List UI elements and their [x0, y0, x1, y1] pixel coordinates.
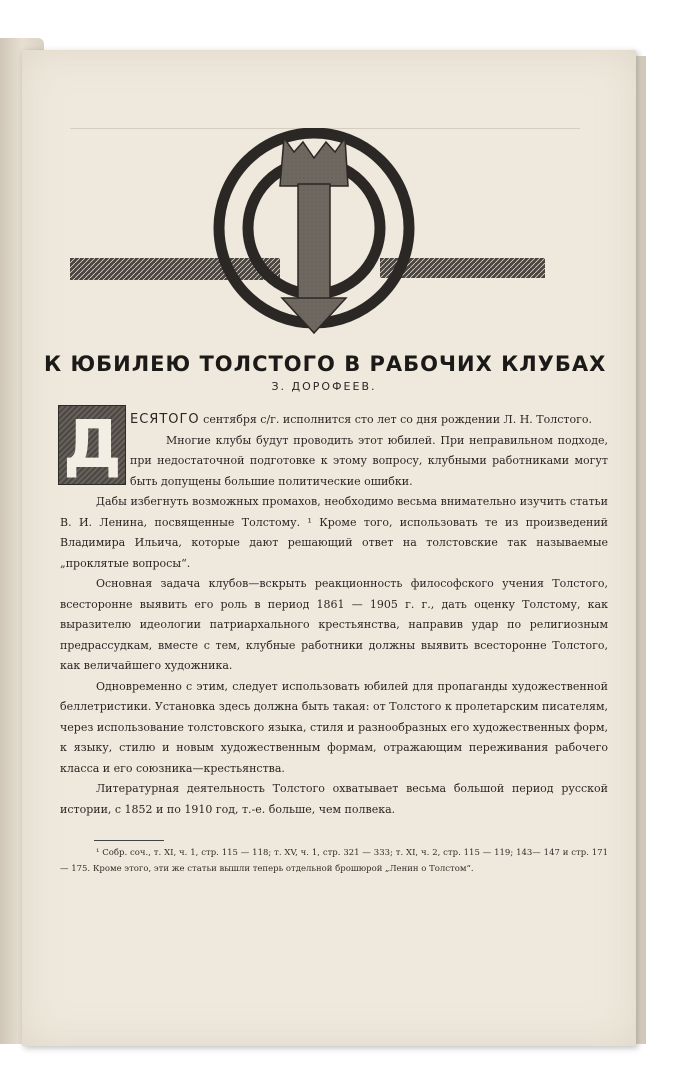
- footnote-text: ¹ Собр. соч., т. XI, ч. 1, стр. 115 — 118; т. XV, ч. 1, стр. 321 — 333; т. XI, ч. 2, стр. 115 — 119; 143— 147 и стр. 171 — 175. Кроме этого, эти же статьи вышли теперь отдельной брошюрой „Ленин о Толстом“.: [60, 848, 608, 874]
- page-edge: [636, 56, 646, 1044]
- paragraph-2: Многие клубы будут проводить этот юбилей. При неправильном подходе, при недостаточной подготовке к этому вопросу, клубными работниками могут быть допущены большие политические ошибки.: [130, 433, 608, 488]
- article-author: З. ДОРОФЕЕВ.: [271, 380, 377, 393]
- article-title: К ЮБИЛЕЮ ТОЛСТОГО В РАБОЧИХ КЛУБАХ: [44, 352, 607, 376]
- footnote-rule: [94, 840, 164, 841]
- article-body: [60, 410, 608, 820]
- drop-cap-letter: Д: [63, 406, 122, 483]
- paragraph-1: [60, 410, 608, 431]
- paragraph-1-text: сентября с/г. исполнится сто лет со дня рождении Л. Н. Толстого.: [199, 413, 592, 426]
- paragraph-3: Дабы избегнуть возможных промахов, необходимо весьма внимательно изучить статьи В. И. Ленина, посвященные Толстому. ¹ Кроме того, использовать те из произведений Владимира Ильича, которые дают решающий ответ на толстовские так называемые „проклятые вопросы“.: [60, 495, 608, 570]
- first-word: ЕСЯТОГО: [130, 412, 200, 427]
- emblem-arrow-rings: [30, 128, 604, 340]
- arrow-shape: [280, 138, 348, 333]
- paragraph-5: Одновременно с этим, следует использовать юбилей для пропаганды художественной беллетристики. Установка здесь должна быть такая: от Толстого к пролетарским писателям, через использование толстовского языка, стиля и разнообразных его художественных форм, к языку, стилю и новым художественным формам, отражающим переживания рабочего класса и его союзника—крестьянства.: [60, 679, 608, 775]
- paragraph-6: Литературная деятельность Толстого охватывает весьма большой период русской истории, с 1852 и по 1910 год, т.-е. больше, чем полвека.: [60, 782, 608, 816]
- paragraph-4: Основная задача клубов—вскрыть реакционность философского учения Толстого, всесторонне выявить его роль в период 1861 — 1905 г. г., дать оценку Толстому, как выразителю идеологии патриархального крестьянства, направив удар по религиозным предрассудкам, вместе с тем, клубные работники должны выявить всесторонне Толстого, как величайшего художника.: [60, 577, 608, 672]
- footnote: [60, 845, 608, 877]
